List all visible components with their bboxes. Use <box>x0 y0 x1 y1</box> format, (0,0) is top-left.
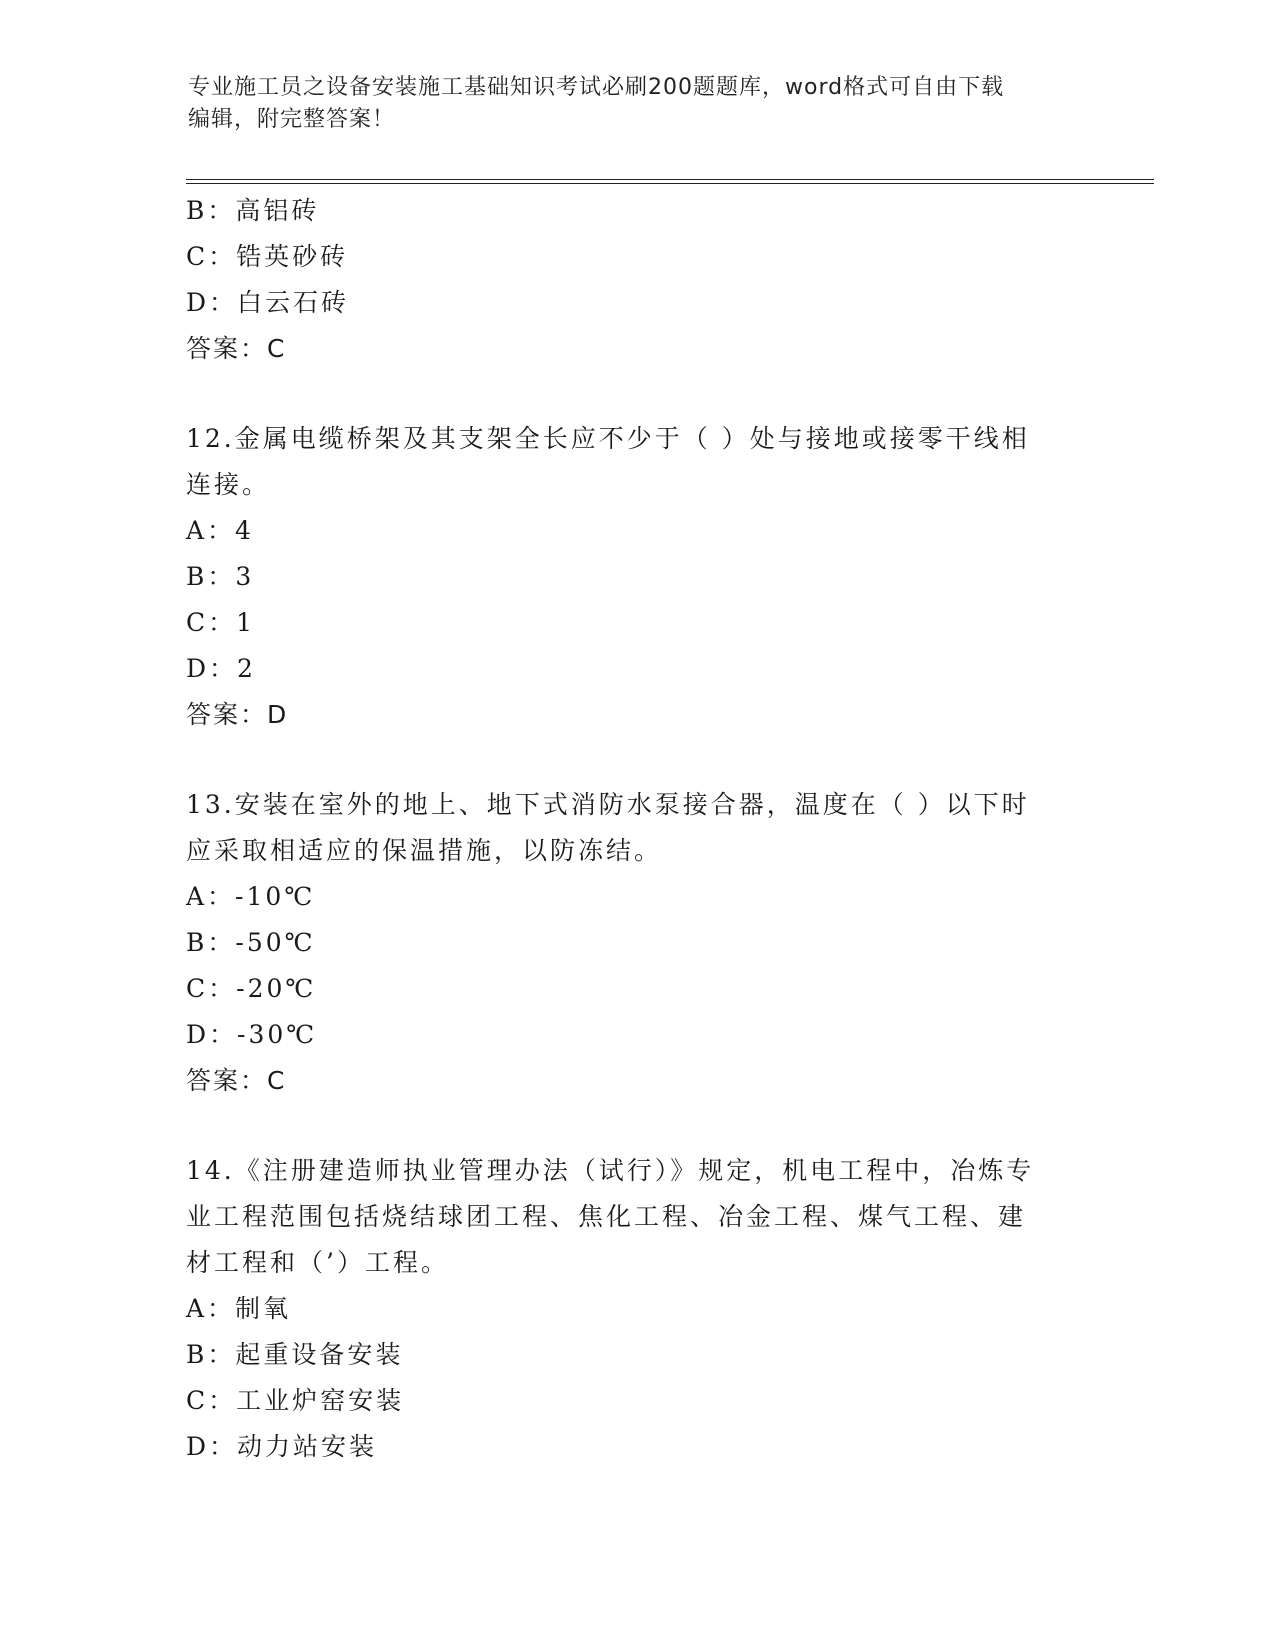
question-block-prev <box>186 188 1086 372</box>
document-header <box>188 72 1068 136</box>
question-block-13 <box>186 782 1086 1104</box>
question-block-14 <box>186 1148 1086 1470</box>
option-a: A：4 <box>186 516 254 545</box>
option-c: C：1 <box>186 608 256 637</box>
question-text-line: 业工程范围包括烧结球团工程、焦化工程、冶金工程、煤气工程、建 <box>186 1202 1027 1231</box>
question-block-12 <box>186 416 1086 738</box>
option-b: B：起重设备安装 <box>186 1340 404 1369</box>
option-a: A：制氧 <box>186 1294 292 1323</box>
option-a: A：-10℃ <box>186 882 316 911</box>
question-text-line: 14.《注册建造师执业管理办法（试行）》规定，机电工程中，冶炼专 <box>186 1156 1035 1185</box>
question-text-line: 材工程和（’）工程。 <box>186 1248 449 1277</box>
option-d: D：动力站安装 <box>186 1432 378 1461</box>
answer-line: 答案：C <box>186 1066 287 1095</box>
header-line-2: 编辑，附完整答案！ <box>188 107 396 132</box>
header-line-1: 专业施工员之设备安装施工基础知识考试必刷200题题库，word格式可自由下载 <box>188 75 1005 100</box>
question-text-line: 13.安装在室外的地上、地下式消防水泵接合器，温度在（ ）以下时 <box>186 790 1030 819</box>
option-c: C：-20℃ <box>186 974 317 1003</box>
option-b: B：-50℃ <box>186 928 316 957</box>
option-b: B：3 <box>186 562 255 591</box>
option-b: B：高铝砖 <box>186 196 320 225</box>
answer-line: 答案：D <box>186 700 289 729</box>
question-content <box>186 188 1086 1470</box>
option-c: C：锆英砂砖 <box>186 242 349 271</box>
option-c: C：工业炉窑安装 <box>186 1386 405 1415</box>
header-rule-bottom <box>186 183 1154 184</box>
question-text-line: 12.金属电缆桥架及其支架全长应不少于（ ）处与接地或接零干线相 <box>186 424 1030 453</box>
option-d: D：白云石砖 <box>186 288 350 317</box>
option-d: D：2 <box>186 654 256 683</box>
question-text-line: 应采取相适应的保温措施，以防冻结。 <box>186 836 663 865</box>
answer-line: 答案：C <box>186 334 287 363</box>
option-d: D：-30℃ <box>186 1020 318 1049</box>
header-rule-top <box>186 179 1154 180</box>
question-text-line: 连接。 <box>186 470 271 499</box>
